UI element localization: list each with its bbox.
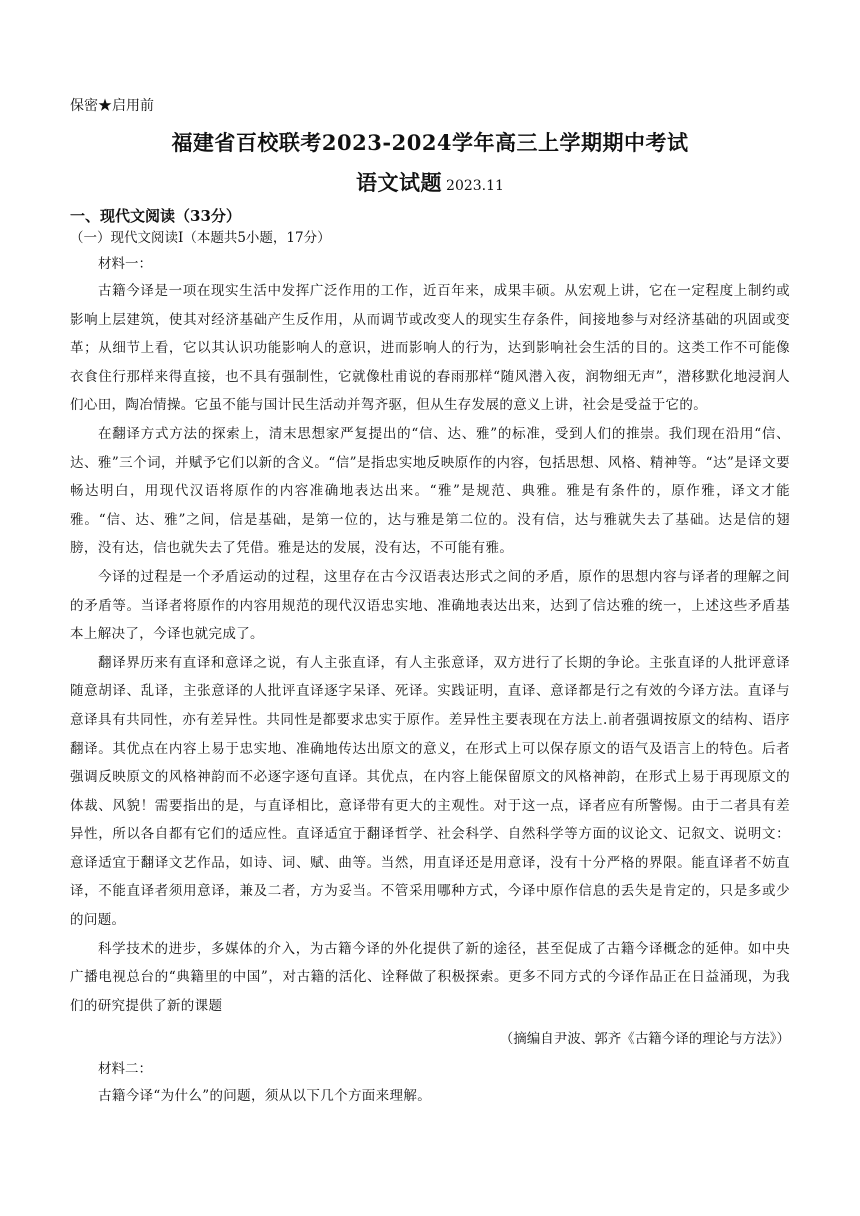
paragraph: 翻译界历来有直译和意译之说，有人主张直译，有人主张意译，双方进行了长期的争论。主张直译的人批评意译随意胡译、乱译，主张意译的人批评直译逐字呆译、死译。实践证明，直译、意译都是行之有效的今译方法。直译与意译具有共同性，亦有差异性。共同性是都要求忠实于原作。差异性主要表现在方法上.前者强调按原文的结构、语序翻译。其优点在内容上易于忠实地、准确地传达出原文的意义，在形式上可以保存原文的语气及语言上的特色。后者强调反映原文的风格神韵而不必逐字逐句直译。其优点，在内容上能保留原文的风格神韵，在形式上易于再现原文的体裁、风貌！需要指出的是，与直译相比，意译带有更大的主观性。对于这一点，译者应有所警惕。由于二者具有差异性，所以各自都有它们的适应性。直译适宜于翻译哲学、社会科学、自然科学等方面的议论文、记叙文、说明文：意译适宜于翻译文艺作品，如诗、词、赋、曲等。当然，用直译还是用意译，没有十分严格的界限。能直译者不妨直译，不能直译者须用意译，兼及二者，方为妥当。不管采用哪种方式，今译中原作信息的丢失是肯定的，只是多或少的问题。 <box>70 654 790 929</box>
material-two-label: 材料二： <box>98 1061 152 1078</box>
paragraph: 在翻译方式方法的探索上，清末思想家严复提出的“信、达、雅”的标准，受到人们的推崇。我们现在沿用“信、达、雅”三个词，并赋予它们以新的含义。“信”是指忠实地反映原作的内容，包括思想、风格、精神等。“达”是译文要畅达明白，用现代汉语将原作的内容准确地表达出来。“雅”是规范、典雅。雅是有条件的，原作雅，译文才能雅。“信、达、雅”之间，信是基础，是第一位的，达与雅是第二位的。没有信，达与雅就失去了基础。达是信的翅膀，没有达，信也就失去了凭借。雅是达的发展，没有达，不可能有雅。 <box>70 425 790 557</box>
paragraph: 今译的过程是一个矛盾运动的过程，这里存在古今汉语表达形式之间的矛盾，原作的思想内容与译者的理解之间的矛盾等。当译者将原作的内容用规范的现代汉语忠实地、准确地表达出来，达到了信达雅的统一，上述这些矛盾基本上解决了，今译也就完成了。 <box>70 568 790 643</box>
material-two-intro: 古籍今译“为什么”的问题，须从以下几个方面来理解。 <box>98 1088 432 1105</box>
paragraph: 科学技术的进步，多媒体的介入，为古籍今译的外化提供了新的途径，甚至促成了古籍今译概念的延伸。如中央广播电视总台的“典籍里的中国”，对古籍的活化、诠释做了积极探索。更多不同方式的今译作品正在日益涌现，为我们的研究提供了新的课题 <box>70 940 790 1014</box>
source-citation: （摘编自尹波、郭齐《古籍今译的理论与方法》） <box>499 1031 790 1048</box>
section-heading: 一、现代文阅读（33分） <box>70 207 241 225</box>
subsection-heading: （一）现代文阅读Ⅰ（本题共5小题，17分） <box>70 230 331 246</box>
exam-subtitle <box>70 168 790 201</box>
exam-date: 2023.11 <box>446 178 504 194</box>
exam-title: 福建省百校联考2023-2024学年高三上学期期中考试 <box>171 130 689 155</box>
paragraph: 古籍今译是一项在现实生活中发挥广泛作用的工作，近百年来，成果丰硕。从宏观上讲，它在一定程度上制约或影响上层建筑，使其对经济基础产生反作用，从而调节或改变人的现实生存条件，间接地参与对经济基础的巩固或变革；从细节上看，它以其认识功能影响人的意识，进而影响人的行为，达到影响社会生活的目的。这类工作不可能像衣食住行那样来得直接，也不具有强制性，它就像杜甫说的春雨那样“随风潜入夜，润物细无声”，潜移默化地浸润人们心田，陶冶情操。它虽不能与国计民生活动并驾齐驱，但从生存发展的意义上讲，社会是受益于它的。 <box>70 283 790 414</box>
material-one-label: 材料一： <box>98 256 152 272</box>
subject-title: 语文试题 <box>356 170 443 195</box>
confidential-label: 保密★启用前 <box>70 98 154 114</box>
